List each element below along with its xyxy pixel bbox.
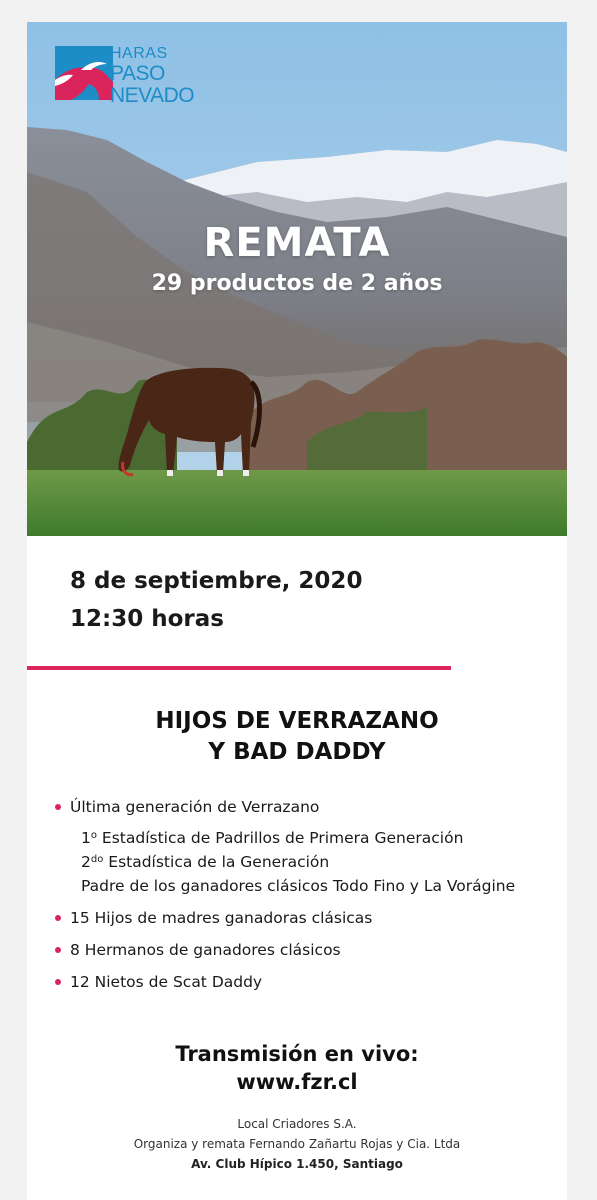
- broadcast-info: [27, 1040, 567, 1096]
- list-item: [55, 939, 565, 961]
- accent-divider: [27, 666, 451, 670]
- stat1-text: Estadística de Padrillos de Primera Generación: [97, 829, 464, 847]
- list-item: [55, 796, 565, 818]
- bullet-dot-icon: [55, 979, 61, 985]
- brand-line-haras: HARAS: [110, 45, 168, 62]
- event-datetime: [70, 562, 362, 638]
- list-item-text: 12 Nietos de Scat Daddy: [70, 973, 263, 991]
- hero-title: REMATA: [203, 220, 391, 266]
- event-time: 12:30 horas: [70, 606, 224, 632]
- stat2-superscript: do: [90, 854, 104, 865]
- hero-subtitle: 29 productos de 2 años: [151, 271, 443, 296]
- newsletter-card: [27, 22, 567, 1200]
- brand-line-nevado: NEVADO: [110, 84, 195, 107]
- list-item-text: Última generación de Verrazano: [70, 798, 320, 816]
- stat1-number: 1: [81, 829, 91, 847]
- heading-line-1: HIJOS DE VERRAZANO: [155, 708, 439, 734]
- brand-logo[interactable]: [55, 44, 195, 107]
- list-item: [55, 907, 565, 929]
- bullet-dot-icon: [55, 947, 61, 953]
- footer: [27, 1114, 567, 1174]
- brand-line-paso: PASO: [110, 62, 165, 85]
- list-item-text: 15 Hijos de madres ganadoras clásicas: [70, 909, 373, 927]
- stat2-text: Estadística de la Generación: [103, 853, 330, 871]
- highlights-list: [55, 796, 565, 993]
- detail-stat-1: [81, 826, 565, 850]
- horse-head-logo-icon: [55, 46, 113, 100]
- hero-banner: [27, 22, 567, 536]
- section-heading: [27, 706, 567, 768]
- broadcast-link[interactable]: www.fzr.cl: [236, 1070, 358, 1094]
- list-item: [55, 971, 565, 993]
- heading-line-2: Y BAD DADDY: [208, 739, 386, 765]
- detail-stat-2: [81, 850, 565, 874]
- list-item-text: 8 Hermanos de ganadores clásicos: [70, 941, 341, 959]
- footer-address: Av. Club Hípico 1.450, Santiago: [191, 1157, 403, 1171]
- footer-organizer: Organiza y remata Fernando Zañartu Rojas y Cia. Ltda: [133, 1137, 461, 1151]
- verrazano-details: [55, 826, 565, 898]
- detail-sire: Padre de los ganadores clásicos Todo Fino y La Vorágine: [81, 877, 516, 895]
- bullet-dot-icon: [55, 915, 61, 921]
- stat1-superscript: o: [90, 830, 97, 841]
- footer-venue: Local Criadores S.A.: [237, 1117, 357, 1131]
- stat2-number: 2: [81, 853, 91, 871]
- broadcast-label: Transmisión en vivo:: [175, 1042, 419, 1066]
- event-date: 8 de septiembre, 2020: [70, 568, 363, 594]
- bullet-dot-icon: [55, 804, 61, 810]
- brand-wordmark: [110, 44, 194, 106]
